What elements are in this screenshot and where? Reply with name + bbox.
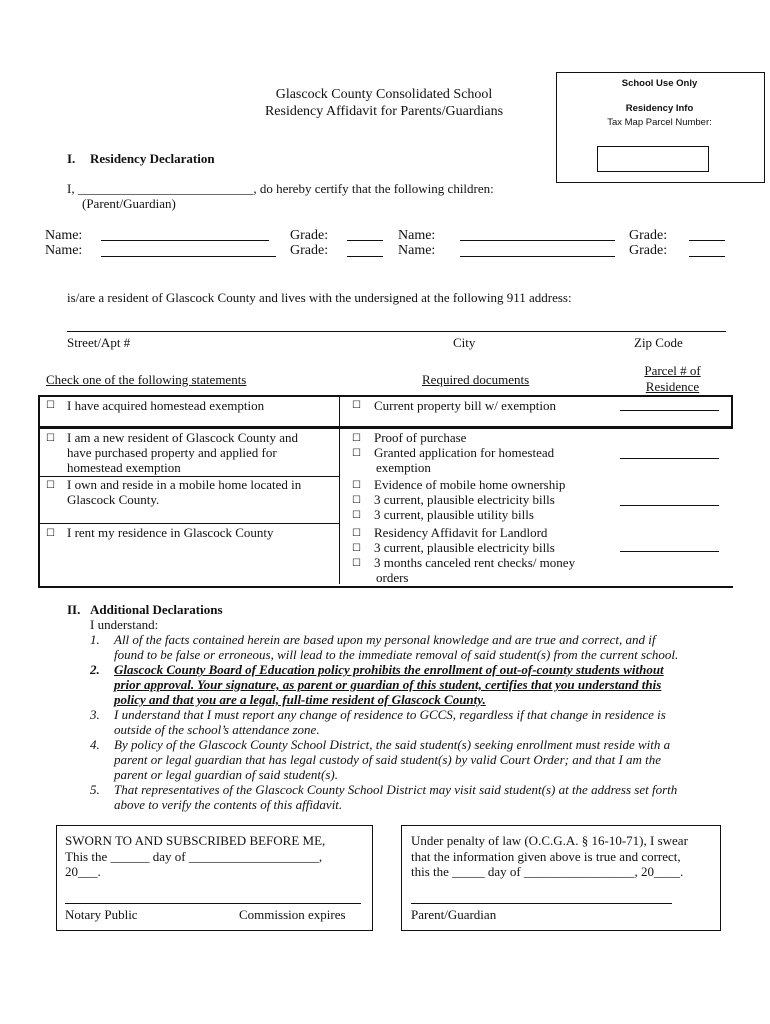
parent-guardian-signature-label: Parent/Guardian bbox=[411, 907, 497, 922]
declaration-text: found to be false or erroneous, will lead to the immediate removal of said student(s) from the current school. bbox=[114, 647, 679, 662]
statement-checkbox[interactable]: ☐ bbox=[46, 433, 55, 444]
notary-date-text: This the ______ day of ____________________, bbox=[65, 849, 323, 864]
declaration-text: prior approval. Your signature, as parent or guardian of this student, certifies that you understand this bbox=[114, 677, 662, 692]
declaration-number: 2. bbox=[90, 662, 100, 677]
table-col-divider bbox=[339, 395, 340, 584]
child-name-line[interactable] bbox=[460, 240, 615, 241]
declaration-text: That representatives of the Glascock County School District may visit said student(s) at the address set forth bbox=[114, 782, 678, 797]
declaration-number: 4. bbox=[90, 737, 100, 752]
document-checkbox[interactable]: ☐ bbox=[352, 543, 361, 554]
document-text: Proof of purchase bbox=[374, 430, 467, 445]
signature-date-text: this the _____ day of _________________, 20____. bbox=[411, 864, 684, 879]
declaration-number: 1. bbox=[90, 632, 100, 647]
declaration-number: 3. bbox=[90, 707, 100, 722]
statement-text: I am a new resident of Glascock County and bbox=[67, 430, 299, 445]
child-grade-line[interactable] bbox=[689, 256, 725, 257]
child-grade-label: Grade: bbox=[629, 228, 668, 243]
document-text: 3 current, plausible electricity bills bbox=[374, 540, 555, 555]
child-grade-label: Grade: bbox=[629, 243, 668, 258]
understand-intro: I understand: bbox=[90, 617, 159, 632]
document-text: Current property bill w/ exemption bbox=[374, 398, 556, 413]
child-name-line[interactable] bbox=[460, 256, 615, 257]
table-row-divider bbox=[38, 426, 733, 429]
statement-checkbox[interactable]: ☐ bbox=[46, 400, 55, 411]
statement-text: Glascock County. bbox=[67, 492, 160, 507]
declaration-text: above to verify the contents of this affidavit. bbox=[114, 797, 343, 812]
document-text: Evidence of mobile home ownership bbox=[374, 477, 566, 492]
statement-checkbox[interactable]: ☐ bbox=[46, 528, 55, 539]
tax-map-parcel-label: Tax Map Parcel Number: bbox=[607, 117, 712, 128]
child-grade-line[interactable] bbox=[347, 256, 383, 257]
city-label: City bbox=[453, 335, 476, 350]
table-row-divider bbox=[38, 523, 340, 524]
document-checkbox[interactable]: ☐ bbox=[352, 528, 361, 539]
section2-number: II. bbox=[67, 602, 81, 617]
statement-text: have purchased property and applied for bbox=[67, 445, 277, 460]
notary-year-text: 20___. bbox=[65, 864, 101, 879]
form-title: Glascock County Consolidated School bbox=[275, 87, 493, 102]
statement-text: homestead exemption bbox=[67, 460, 181, 475]
declaration-text: parent or legal guardian that has legal custody of said student(s) by valid Court Order; and that I am the bbox=[114, 752, 662, 767]
commission-expires-label: Commission expires bbox=[239, 907, 346, 922]
child-name-label: Name: bbox=[45, 228, 83, 243]
document-text: Residency Affidavit for Landlord bbox=[374, 525, 548, 540]
declaration-text: All of the facts contained herein are based upon my personal knowledge and are true and correct, and if bbox=[114, 632, 656, 647]
statements-header: Check one of the following statements bbox=[46, 372, 247, 387]
document-text: 3 current, plausible utility bills bbox=[374, 507, 534, 522]
declaration-text: policy and that you are a legal, full-time resident of Glascock County. bbox=[114, 692, 486, 707]
parcel-header: Residence bbox=[645, 379, 700, 394]
document-text: Granted application for homestead bbox=[374, 445, 555, 460]
child-name-line[interactable] bbox=[101, 256, 276, 257]
parcel-line[interactable] bbox=[620, 505, 719, 506]
child-grade-line[interactable] bbox=[347, 240, 383, 241]
document-text: orders bbox=[376, 570, 409, 585]
document-text: 3 current, plausible electricity bills bbox=[374, 492, 555, 507]
notary-sworn-text: SWORN TO AND SUBSCRIBED BEFORE ME, bbox=[65, 833, 326, 848]
declaration-text: parent or legal guardian of said student(s). bbox=[114, 767, 339, 782]
section1-heading: Residency Declaration bbox=[90, 151, 215, 166]
notary-signature-line[interactable] bbox=[65, 903, 361, 904]
section2-heading: Additional Declarations bbox=[90, 602, 223, 617]
parcel-line[interactable] bbox=[620, 551, 719, 552]
child-name-label: Name: bbox=[398, 228, 436, 243]
child-name-label: Name: bbox=[398, 243, 436, 258]
certify-statement: I, ___________________________, do hereby certify that the following children: bbox=[67, 181, 494, 196]
declaration-text: By policy of the Glascock County School District, the said student(s) seeking enrollment must reside with a bbox=[114, 737, 671, 752]
table-right-border bbox=[731, 395, 733, 427]
document-checkbox[interactable]: ☐ bbox=[352, 480, 361, 491]
declaration-text: Glascock County Board of Education policy prohibits the enrollment of out-of-county students without bbox=[114, 662, 664, 677]
child-name-line[interactable] bbox=[101, 240, 269, 241]
address-line[interactable] bbox=[67, 331, 726, 332]
document-text: 3 months canceled rent checks/ money bbox=[374, 555, 576, 570]
document-checkbox[interactable]: ☐ bbox=[352, 510, 361, 521]
declaration-text: outside of the school’s attendance zone. bbox=[114, 722, 320, 737]
parcel-line[interactable] bbox=[620, 458, 719, 459]
form-subtitle: Residency Affidavit for Parents/Guardians bbox=[264, 104, 504, 119]
parcel-header: Parcel # of bbox=[644, 363, 701, 378]
statement-text: I own and reside in a mobile home located in bbox=[67, 477, 302, 492]
zip-label: Zip Code bbox=[634, 335, 683, 350]
parent-signature-line[interactable] bbox=[411, 903, 672, 904]
declaration-number: 5. bbox=[90, 782, 100, 797]
child-grade-label: Grade: bbox=[290, 243, 329, 258]
statement-text: I have acquired homestead exemption bbox=[67, 398, 265, 413]
section1-number: I. bbox=[67, 151, 76, 166]
penalty-text: Under penalty of law (O.C.G.A. § 16-10-71), I swear bbox=[411, 833, 688, 848]
resident-statement: is/are a resident of Glascock County and lives with the undersigned at the following 911 address: bbox=[67, 290, 572, 305]
document-checkbox[interactable]: ☐ bbox=[352, 448, 361, 459]
statement-text: I rent my residence in Glascock County bbox=[67, 525, 274, 540]
notary-public-label: Notary Public bbox=[65, 907, 138, 922]
parent-guardian-label: (Parent/Guardian) bbox=[82, 196, 176, 211]
statement-checkbox[interactable]: ☐ bbox=[46, 480, 55, 491]
school-use-title: School Use Only bbox=[621, 78, 698, 89]
declaration-text: I understand that I must report any change of residence to GCCS, regardless if that change in residence is bbox=[114, 707, 666, 722]
penalty-text: that the information given above is true and correct, bbox=[411, 849, 681, 864]
tax-map-parcel-input[interactable] bbox=[597, 146, 709, 172]
documents-header: Required documents bbox=[422, 372, 530, 387]
school-use-subtitle: Residency Info bbox=[625, 103, 694, 114]
document-text: exemption bbox=[376, 460, 431, 475]
parcel-line[interactable] bbox=[620, 410, 719, 411]
child-grade-label: Grade: bbox=[290, 228, 329, 243]
street-label: Street/Apt # bbox=[67, 335, 131, 350]
document-checkbox[interactable]: ☐ bbox=[352, 433, 361, 444]
document-checkbox[interactable]: ☐ bbox=[352, 558, 361, 569]
child-grade-line[interactable] bbox=[689, 240, 725, 241]
document-checkbox[interactable]: ☐ bbox=[352, 495, 361, 506]
document-checkbox[interactable]: ☐ bbox=[352, 400, 361, 411]
child-name-label: Name: bbox=[45, 243, 83, 258]
